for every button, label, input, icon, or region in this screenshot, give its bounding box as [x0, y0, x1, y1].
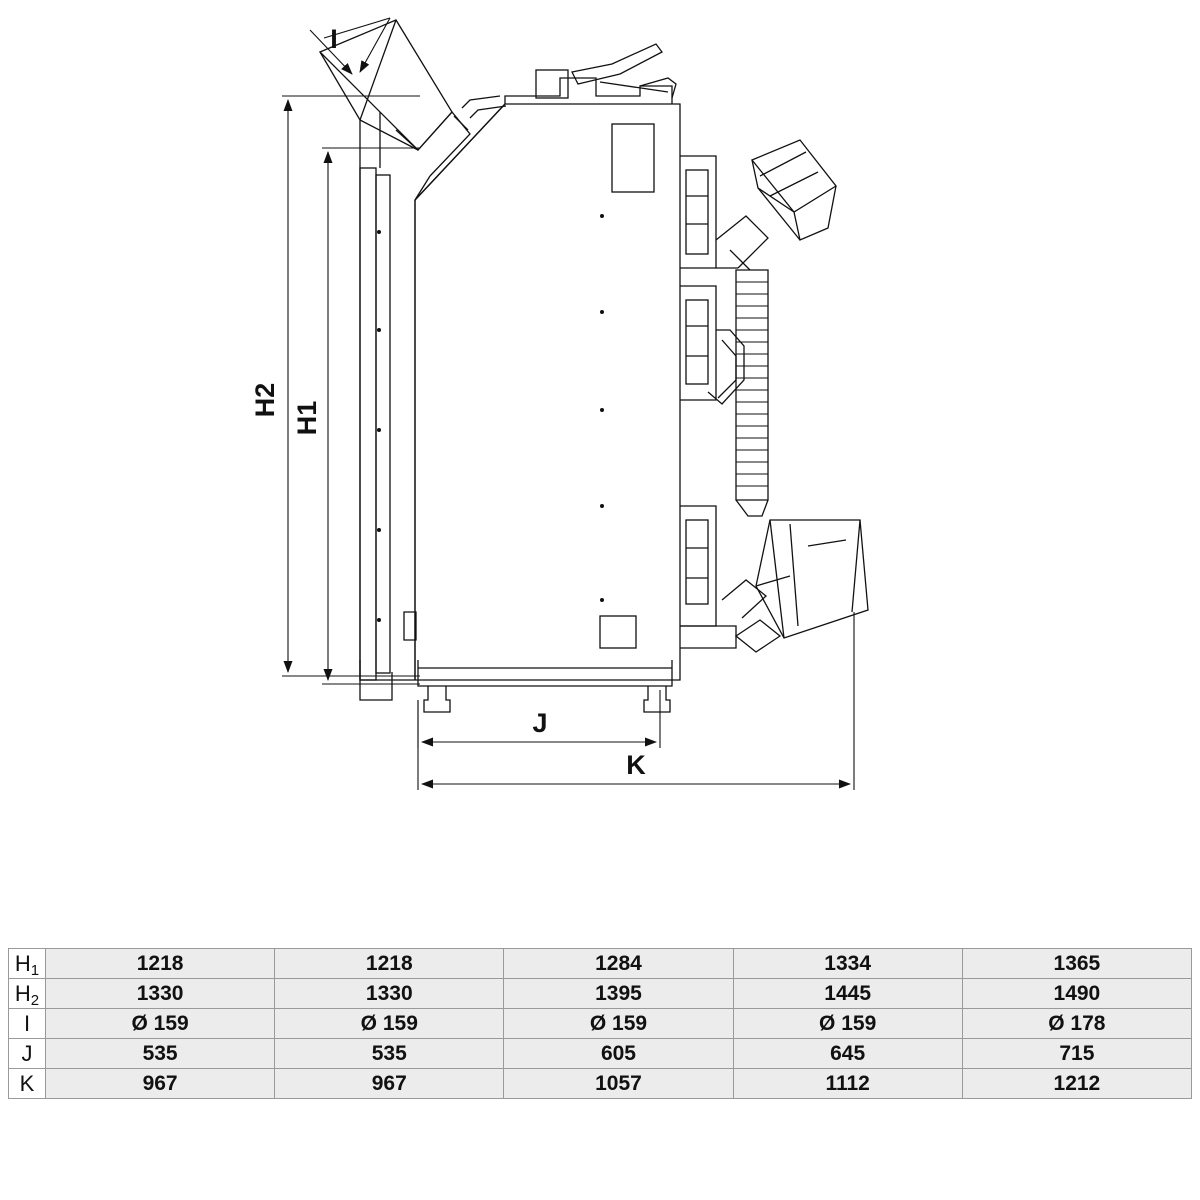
dimensions-table: [8, 948, 1192, 1099]
dimension-label-k: K: [626, 750, 646, 780]
cell-h2-col5: 1490: [962, 979, 1191, 1009]
cell-h1-col2: 1218: [275, 949, 504, 979]
cell-j-col4: 645: [733, 1039, 962, 1069]
row-symbol-h1: $H_1$: [9, 949, 46, 979]
cell-k-col4: 1112: [733, 1069, 962, 1099]
cell-i-col5: Ø 178: [962, 1009, 1191, 1039]
cell-h2-col4: 1445: [733, 979, 962, 1009]
cell-i-col4: Ø 159: [733, 1009, 962, 1039]
cell-j-col2: 535: [275, 1039, 504, 1069]
table-row: [9, 1069, 1192, 1099]
table-row: [9, 979, 1192, 1009]
cell-i-col3: Ø 159: [504, 1009, 733, 1039]
cell-h1-col3: 1284: [504, 949, 733, 979]
cell-k-col1: 967: [46, 1069, 275, 1099]
row-symbol-j: J: [9, 1039, 46, 1069]
row-symbol-i: I: [9, 1009, 46, 1039]
cell-i-col2: Ø 159: [275, 1009, 504, 1039]
cell-h1-col1: 1218: [46, 949, 275, 979]
cell-k-col3: 1057: [504, 1069, 733, 1099]
dimension-label-i: I: [330, 24, 338, 54]
table-body: [9, 949, 1192, 1099]
cell-j-col1: 535: [46, 1039, 275, 1069]
specifications-table: [8, 948, 1192, 1099]
cell-i-col1: Ø 159: [46, 1009, 275, 1039]
table-row: [9, 1039, 1192, 1069]
cell-h2-col3: 1395: [504, 979, 733, 1009]
row-symbol-h2: $H_2$: [9, 979, 46, 1009]
table-row: [9, 1009, 1192, 1039]
cell-h1-col4: 1334: [733, 949, 962, 979]
dimension-label-j: J: [532, 708, 548, 738]
cell-h1-col5: 1365: [962, 949, 1191, 979]
cell-j-col5: 715: [962, 1039, 1191, 1069]
cell-j-col3: 605: [504, 1039, 733, 1069]
cell-h2-col2: 1330: [275, 979, 504, 1009]
cell-k-col5: 1212: [962, 1069, 1191, 1099]
dimension-label-h2: H2: [250, 382, 280, 418]
cell-h2-col1: 1330: [46, 979, 275, 1009]
cell-k-col2: 967: [275, 1069, 504, 1099]
table-row: [9, 949, 1192, 979]
row-symbol-k: K: [9, 1069, 46, 1099]
dimension-label-h1: H1: [292, 400, 322, 436]
